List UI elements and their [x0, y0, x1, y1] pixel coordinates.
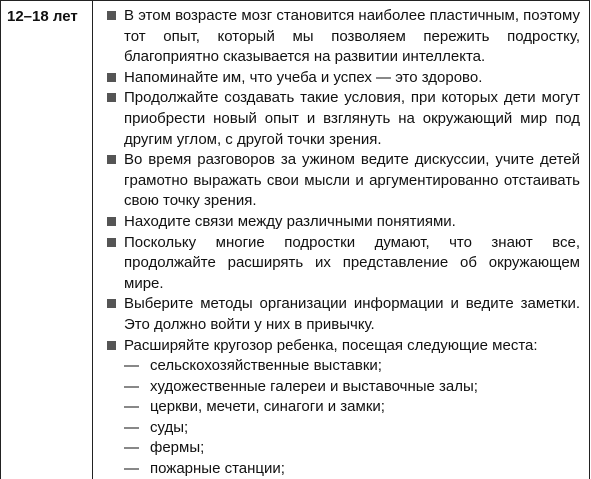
list-item	[106, 6, 580, 68]
list-item-text: Во время разговоров за ужином ведите дискуссии, учите детей грамотно выражать свои мысли и аргументированно отстаивать свою точку зрения.	[124, 151, 580, 210]
list-item-text: Находите связи между различными понятиями.	[124, 212, 456, 230]
column-divider	[92, 0, 93, 479]
square-bullet-icon	[107, 341, 116, 350]
list-item	[106, 336, 580, 357]
list-item	[106, 233, 580, 295]
dash-marker: —	[124, 418, 139, 436]
place-item-text: пожарные станции;	[150, 460, 285, 478]
dash-marker: —	[124, 439, 139, 457]
place-item-text: суды;	[150, 418, 189, 436]
place-item-text: художественные галереи и выставочные залы;	[150, 377, 478, 395]
list-item	[106, 212, 580, 233]
place-item-text: сельскохозяйственные выставки;	[150, 357, 382, 375]
list-item-text: Продолжайте создавать такие условия, при которых дети могут приобрести новый опыт и взглянуть на окружающий мир под другим углом, с другой точки зрения.	[124, 89, 580, 148]
place-item-text: церкви, мечети, синагоги и замки;	[150, 398, 385, 416]
place-item-text: фермы;	[150, 439, 205, 457]
list-item-text: Поскольку многие подростки думают, что знают все, продолжайте расширять их представление об окружающем мире.	[124, 233, 580, 292]
square-bullet-icon	[107, 93, 116, 102]
square-bullet-icon	[107, 299, 116, 308]
list-item-text: Выберите методы организации информации и ведите заметки. Это должно войти у них в привычку.	[124, 295, 580, 333]
square-bullet-icon	[107, 238, 116, 247]
square-bullet-icon	[107, 11, 116, 20]
place-item	[106, 356, 580, 377]
list-item	[106, 68, 580, 89]
list-item	[106, 294, 580, 335]
square-bullet-icon	[107, 155, 116, 164]
place-item	[106, 438, 580, 459]
dash-marker: —	[124, 357, 139, 375]
list-item-text: Расширяйте кругозор ребенка, посещая следующие места:	[124, 336, 538, 354]
square-bullet-icon	[107, 73, 116, 82]
age-range-label: 12–18 лет	[7, 8, 78, 25]
list-item-text: В этом возрасте мозг становится наиболее пластичным, поэтому тот опыт, который мы позволяем пережить подростку, благоприятно сказывается на развитии интеллекта.	[124, 7, 580, 66]
dash-marker: —	[124, 398, 139, 416]
place-item	[106, 397, 580, 418]
place-item	[106, 377, 580, 398]
dash-marker: —	[124, 460, 139, 478]
recommendations-list	[106, 6, 580, 479]
dash-marker: —	[124, 377, 139, 395]
list-item	[106, 88, 580, 150]
square-bullet-icon	[107, 217, 116, 226]
list-item-text: Напоминайте им, что учеба и успех — это здорово.	[124, 68, 483, 86]
place-item	[106, 418, 580, 439]
place-item	[106, 459, 580, 479]
list-item	[106, 150, 580, 212]
